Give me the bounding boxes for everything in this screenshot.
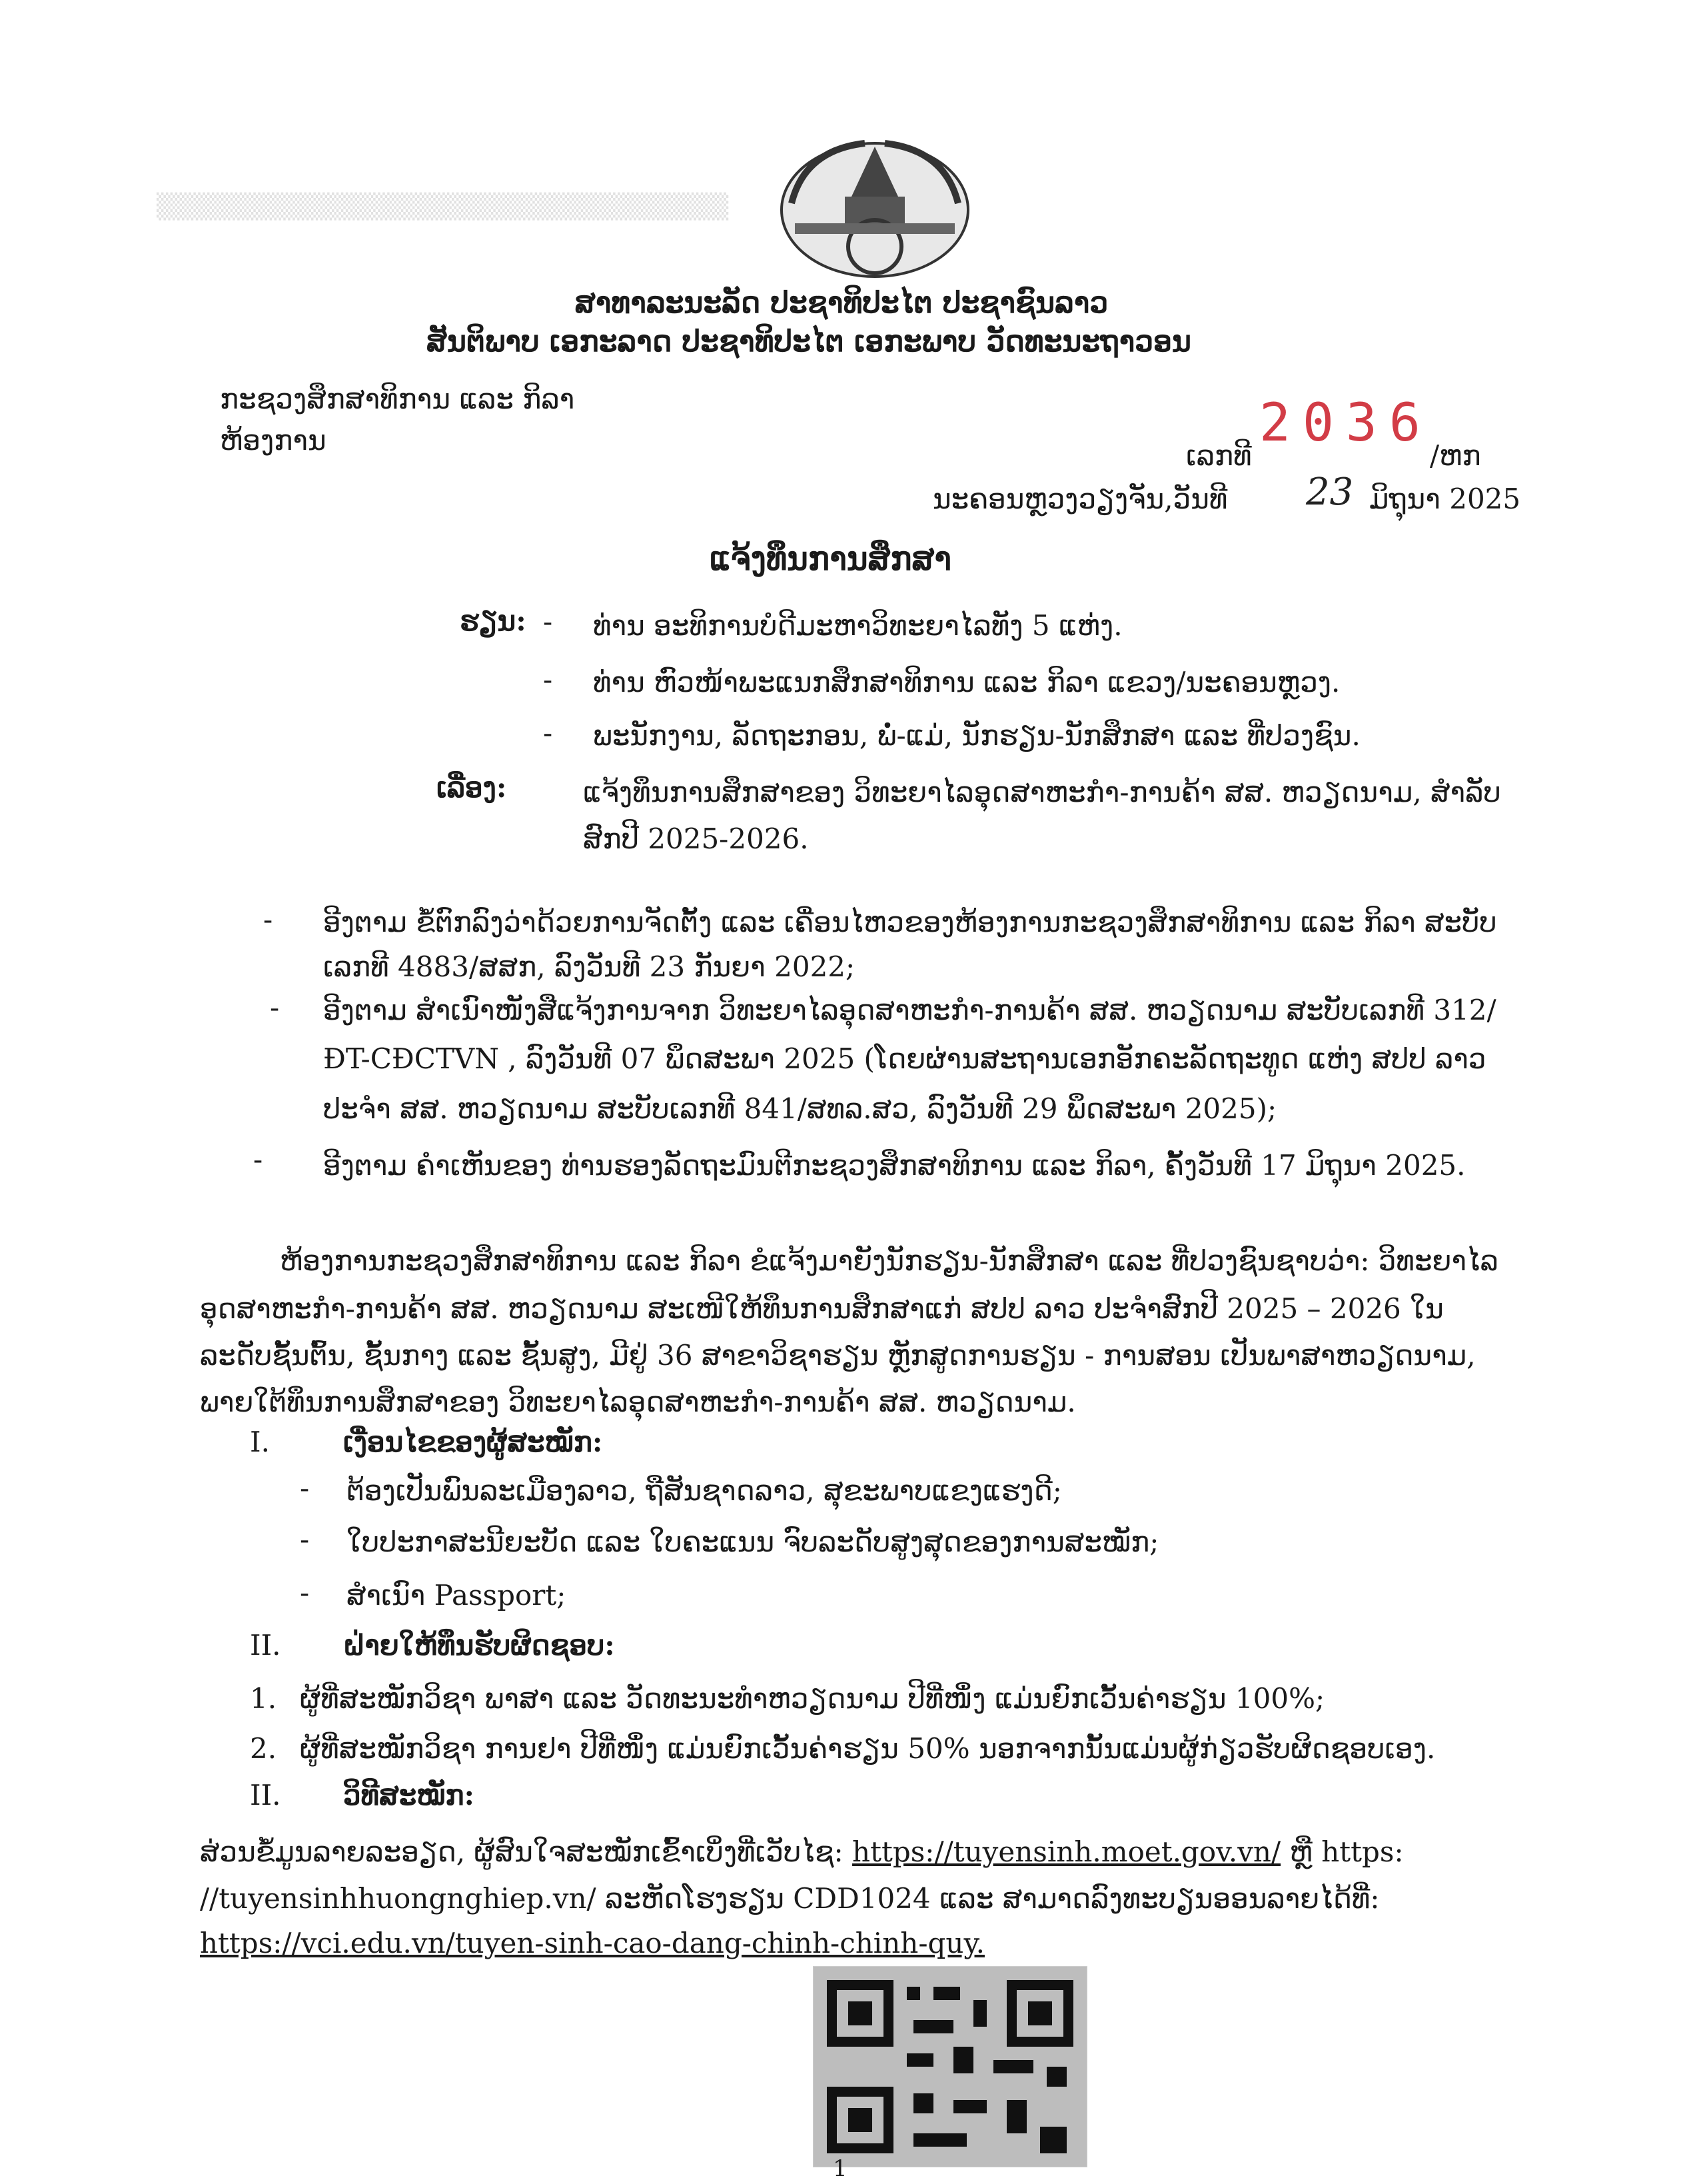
qr-code-icon	[814, 1967, 1087, 2167]
requirement-item: ຕ້ອງເປັນພົນລະເມືອງລາວ, ຖືສັນຊາດລາວ, ສຸຂະພາບແຂງແຮງດີ;	[346, 1474, 1062, 1507]
national-emblem	[765, 130, 985, 283]
place-date-prefix: ນະຄອນຫຼວງວຽງຈັນ,ວັນທີ	[933, 483, 1228, 515]
section-heading: ເງື່ອນໄຂຂອງຜູ້ສະໝັກ:	[343, 1426, 603, 1458]
bullet-dash: -	[543, 716, 553, 749]
subject-line-1: ແຈ້ງທຶນການສຶກສາຂອງ ວິທະຍາໄລອຸດສາຫະກຳ-ການຄ້າ ສສ. ຫວຽດນາມ, ສຳລັບ	[583, 776, 1501, 808]
bullet-dash: -	[543, 663, 553, 696]
bleed-through-text: ▒▒▒▒▒▒▒▒▒▒▒▒▒▒▒▒▒▒▒▒▒▒▒▒▒▒▒▒▒▒▒	[157, 193, 729, 221]
section-number: II.	[250, 1629, 281, 1661]
body-line: ພາຍໃຕ້ທຶນການສຶກສາຂອງ ວິທະຍາໄລອຸດສາຫະກຳ-ການຄ້າ ສສ. ຫວຽດນາມ.	[200, 1386, 1076, 1418]
ministry-name: ກະຊວງສຶກສາທິການ ແລະ ກິລາ	[220, 383, 575, 415]
addressee-item: ພະນັກງານ, ລັດຖະກອນ, ພໍ່-ແມ່, ນັກຮຽນ-ນັກສຶກສາ ແລະ ທີ່ປວງຊົນ.	[593, 719, 1361, 752]
apply-line-3	[200, 1927, 985, 1959]
subject-label: ເລື່ອງ:	[436, 771, 507, 804]
body-line: ອຸດສາຫະກຳ-ການຄ້າ ສສ. ຫວຽດນາມ ສະເໜີໃຫ້ທຶນການສຶກສາແກ່ ສປປ ລາວ ປະຈຳສົກປີ 2025 – 2026 ໃນ	[200, 1292, 1444, 1325]
reference-line: ປະຈຳ ສສ. ຫວຽດນາມ ສະບັບເລກທີ 841/ສທລ.ສວ, ລົງວັນທີ 29 ພຶດສະພາ 2025);	[323, 1092, 1277, 1125]
section-number: II.	[250, 1779, 281, 1811]
list-number: 2.	[250, 1732, 277, 1765]
document-number-label: ເລກທີ	[1186, 439, 1252, 472]
page-number: 1	[833, 2155, 847, 2182]
apply-text: ຫຼື https:	[1281, 1835, 1404, 1868]
bullet-dash: -	[270, 991, 280, 1024]
addressee-item: ທ່ານ ຫົວໜ້າພະແນກສຶກສາທິການ ແລະ ກິລາ ແຂວງ/ນະຄອນຫຼວງ.	[593, 666, 1341, 698]
requirement-item: ໃບປະກາສະນີຍະບັດ ແລະ ໃບຄະແນນ ຈົບລະດັບສູງສຸດຂອງການສະໝັກ;	[346, 1526, 1159, 1558]
section-heading: ວິທີສະໝັກ:	[343, 1779, 475, 1811]
national-motto: ສັນຕິພາບ ເອກະລາດ ປະຊາທິປະໄຕ ເອກະພາບ ວັດທະນະຖາວອນ	[426, 325, 1191, 359]
subject-line-2: ສົກປີ 2025-2026.	[583, 822, 809, 855]
bullet-dash: -	[253, 1143, 263, 1176]
reference-line: ĐT-CĐCTVN , ລົງວັນທີ 07 ພຶດສະພາ 2025 (ໂດຍຜ່ານສະຖານເອກອັກຄະລັດຖະທູດ ແຫ່ງ ສປປ ລາວ	[323, 1042, 1486, 1075]
reference-line: ເລກທີ 4883/ສສກ, ລົງວັນທີ 23 ກັນຍາ 2022;	[323, 950, 855, 983]
qr-code[interactable]	[813, 1966, 1087, 2167]
handwritten-day: 23	[1306, 471, 1354, 514]
document-number-suffix: /ຫກ	[1430, 439, 1481, 472]
requirement-item: ສຳເນົາ Passport;	[346, 1579, 566, 1612]
reference-line: ອີງຕາມ ຄຳເຫັນຂອງ ທ່ານຮອງລັດຖະມົນຕີກະຊວງສຶກສາທິການ ແລະ ກິລາ, ຄັ້ງວັນທີ 17 ມິຖຸນາ 2025.	[323, 1149, 1466, 1182]
bullet-dash: -	[300, 1472, 310, 1504]
apply-line-2: //tuyensinhhuongnghiep.vn/ ລະຫັດໂຮງຮຽນ CDD1024 ແລະ ສາມາດລົງທະບຽນອອນລາຍໄດ້ທີ່:	[200, 1882, 1380, 1915]
bullet-dash: -	[543, 605, 553, 638]
bullet-dash: -	[300, 1576, 310, 1609]
vci-link[interactable]: https://vci.edu.vn/tuyen-sinh-cao-dang-chinh-chinh-quy.	[200, 1927, 985, 1959]
body-line: ຫ້ອງການກະຊວງສຶກສາທິການ ແລະ ກິລາ ຂໍແຈ້ງມາຍັງນັກຮຽນ-ນັກສຶກສາ ແລະ ທີ່ປວງຊົນຊາບວ່າ: ວິທະຍາໄລ	[280, 1244, 1498, 1277]
reference-line: ອີງຕາມ ຂໍ້ຕົກລົງວ່າດ້ວຍການຈັດຕັ້ງ ແລະ ເຄື່ອນໄຫວຂອງຫ້ອງການກະຊວງສຶກສາທິການ ແລະ ກິລາ ສະບັບ	[323, 906, 1497, 938]
office-name: ຫ້ອງການ	[220, 424, 326, 457]
reference-line: ອີງຕາມ ສຳເນົາໜັງສືແຈ້ງການຈາກ ວິທະຍາໄລອຸດສາຫະກຳ-ການຄ້າ ສສ. ຫວຽດນາມ ສະບັບເລກທີ 312/	[323, 994, 1496, 1026]
national-emblem-icon	[765, 130, 985, 283]
bullet-dash: -	[300, 1523, 310, 1556]
addressee-item: ທ່ານ ອະທິການບໍດີມະຫາວິທະຍາໄລທັງ 5 ແຫ່ງ.	[593, 609, 1123, 642]
document-title: ແຈ້ງທຶນການສຶກສາ	[710, 541, 952, 578]
list-number: 1.	[250, 1682, 277, 1715]
sponsor-item: ຜູ້ທີ່ສະໝັກວິຊາ ພາສາ ແລະ ວັດທະນະທຳຫວຽດນາມ ປີທີ່ໜຶ່ງ ແມ່ນຍົກເວັ້ນຄ່າຮຽນ 100%;	[300, 1682, 1325, 1715]
section-number: I.	[250, 1426, 270, 1458]
addressee-label: ຮຽນ:	[460, 604, 526, 637]
moet-link[interactable]: https://tuyensinh.moet.gov.vn/	[852, 1835, 1281, 1868]
apply-text: ສ່ວນຂໍ້ມູນລາຍລະອຽດ, ຜູ້ສົນໃຈສະໝັກເຂົ້າເບິ່ງທີ່ເວັບໄຊ:	[200, 1835, 853, 1868]
body-line: ລະດັບຊັ້ນຕົ້ນ, ຊັ້ນກາງ ແລະ ຊັ້ນສູງ, ມີຢູ່ 36 ສາຂາວິຊາຮຽນ ຫຼັກສູດການຮຽນ - ການສອນ ເປັນພາສາຫວຽດນາມ,	[200, 1339, 1476, 1372]
section-heading: ຝ່າຍໃຫ້ທຶນຮັບຜິດຊອບ:	[343, 1629, 615, 1661]
month-year: ມິຖຸນາ 2025	[1369, 483, 1521, 515]
document-number-stamp: 2036	[1259, 393, 1432, 453]
bullet-dash: -	[263, 903, 273, 936]
country-name: ສາທາລະນະລັດ ປະຊາທິປະໄຕ ປະຊາຊົນລາວ	[574, 286, 1109, 320]
sponsor-item: ຜູ້ທີ່ສະໝັກວິຊາ ການຢາ ປີທີ່ໜຶ່ງ ແມ່ນຍົກເວັ້ນຄ່າຮຽນ 50% ນອກຈາກນັ້ນແມ່ນຜູ້ກ່ຽວຮັບຜິດຊອບເອງ.	[300, 1732, 1436, 1765]
apply-line-1	[200, 1836, 1404, 1868]
